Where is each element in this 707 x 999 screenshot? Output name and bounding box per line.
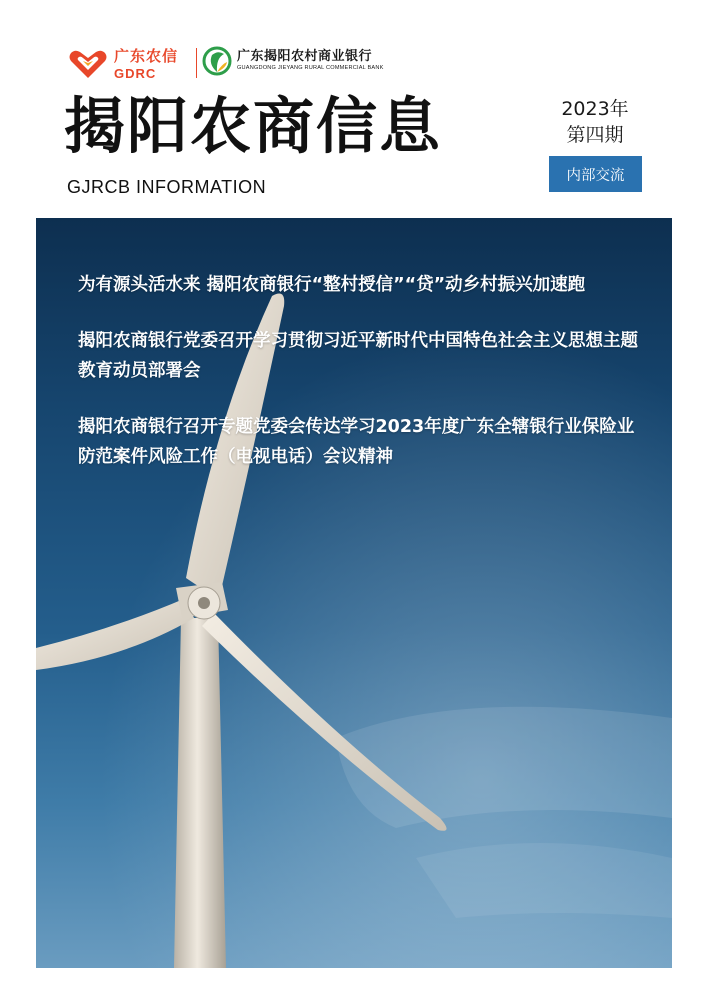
bank-logo-en: GUANGDONG JIEYANG RURAL COMMERCIAL BANK (237, 65, 384, 72)
gdrc-logo (68, 44, 178, 84)
headline-item[interactable]: 揭阳农商银行党委召开学习贯彻习近平新时代中国特色社会主义思想主题教育动员部署会 (78, 331, 638, 381)
bank-logo-cn: 广东揭阳农村商业银行 (237, 49, 373, 65)
bank-leaf-icon (202, 46, 232, 76)
issue-year: 2023年 (561, 98, 629, 120)
gdrc-logo-en: GDRC (114, 65, 157, 81)
bank-logo (202, 46, 384, 76)
cover-image (36, 218, 672, 968)
gdrc-logo-cn: 广东农信 (114, 46, 179, 65)
gdrc-heart-icon (68, 48, 108, 80)
internal-use-badge: 内部交流 (549, 156, 642, 192)
publication-title: 揭阳农商信息 (64, 91, 443, 162)
issue-number: 第四期 (566, 124, 624, 146)
publication-subtitle: GJRCB INFORMATION (67, 177, 267, 197)
headline-item[interactable]: 为有源头活水来 揭阳农商银行“整村授信”“贷”动乡村振兴加速跑 (78, 275, 586, 295)
headline-item[interactable]: 揭阳农商银行召开专题党委会传达学习2023年度广东全辖银行业保险业防范案件风险工作（电视电话）会议精神 (78, 417, 635, 467)
logo-divider (196, 48, 197, 78)
cover-headlines (78, 270, 648, 498)
